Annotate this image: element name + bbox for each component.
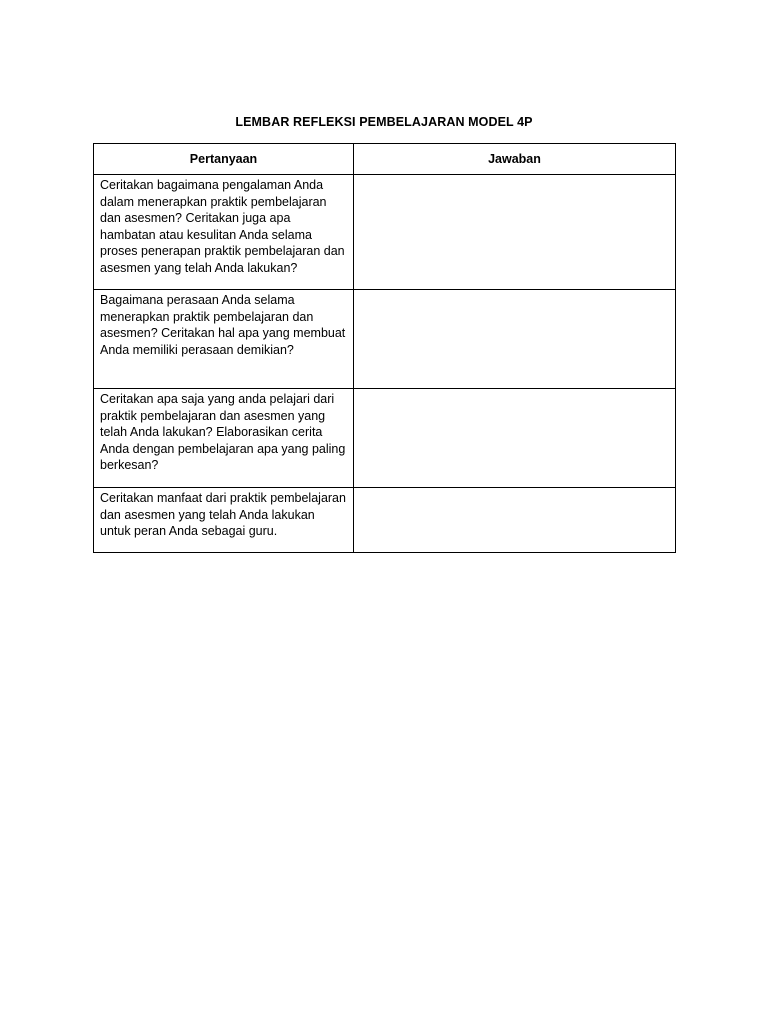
question-cell bbox=[94, 389, 354, 488]
answer-text bbox=[354, 389, 675, 391]
table-row bbox=[94, 290, 676, 389]
answer-text bbox=[354, 488, 675, 490]
answer-cell[interactable] bbox=[354, 389, 676, 488]
question-cell bbox=[94, 175, 354, 290]
document-title: LEMBAR REFLEKSI PEMBELAJARAN MODEL 4P bbox=[235, 115, 533, 129]
table-header-row bbox=[94, 144, 676, 175]
reflection-table bbox=[93, 143, 676, 553]
answer-cell[interactable] bbox=[354, 488, 676, 553]
header-question: Pertanyaan bbox=[94, 144, 354, 175]
table-row bbox=[94, 488, 676, 553]
question-cell bbox=[94, 290, 354, 389]
question-text: Ceritakan manfaat dari praktik pembelajaran dan asesmen yang telah Anda lakukan untuk peran Anda sebagai guru. bbox=[100, 491, 346, 538]
answer-text bbox=[354, 175, 675, 177]
question-text: Bagaimana perasaan Anda selama menerapkan praktik pembelajaran dan asesmen? Ceritakan hal apa yang membuat Anda memiliki perasaan demikian? bbox=[100, 293, 346, 357]
answer-text bbox=[354, 290, 675, 292]
answer-cell[interactable] bbox=[354, 290, 676, 389]
question-text: Ceritakan bagaimana pengalaman Anda dalam menerapkan praktik pembelajaran dan asesmen? Ceritakan juga apa hambatan atau kesulitan Anda selama proses penerapan praktik pembelajaran dan asesmen yang telah Anda lakukan? bbox=[100, 178, 345, 275]
question-text: Ceritakan apa saja yang anda pelajari dari praktik pembelajaran dan asesmen yang telah Anda lakukan? Elaborasikan cerita Anda dengan pembelajaran apa yang paling berkesan? bbox=[100, 392, 346, 472]
table-row bbox=[94, 175, 676, 290]
header-answer: Jawaban bbox=[354, 144, 676, 175]
question-cell bbox=[94, 488, 354, 553]
table-row bbox=[94, 389, 676, 488]
answer-cell[interactable] bbox=[354, 175, 676, 290]
